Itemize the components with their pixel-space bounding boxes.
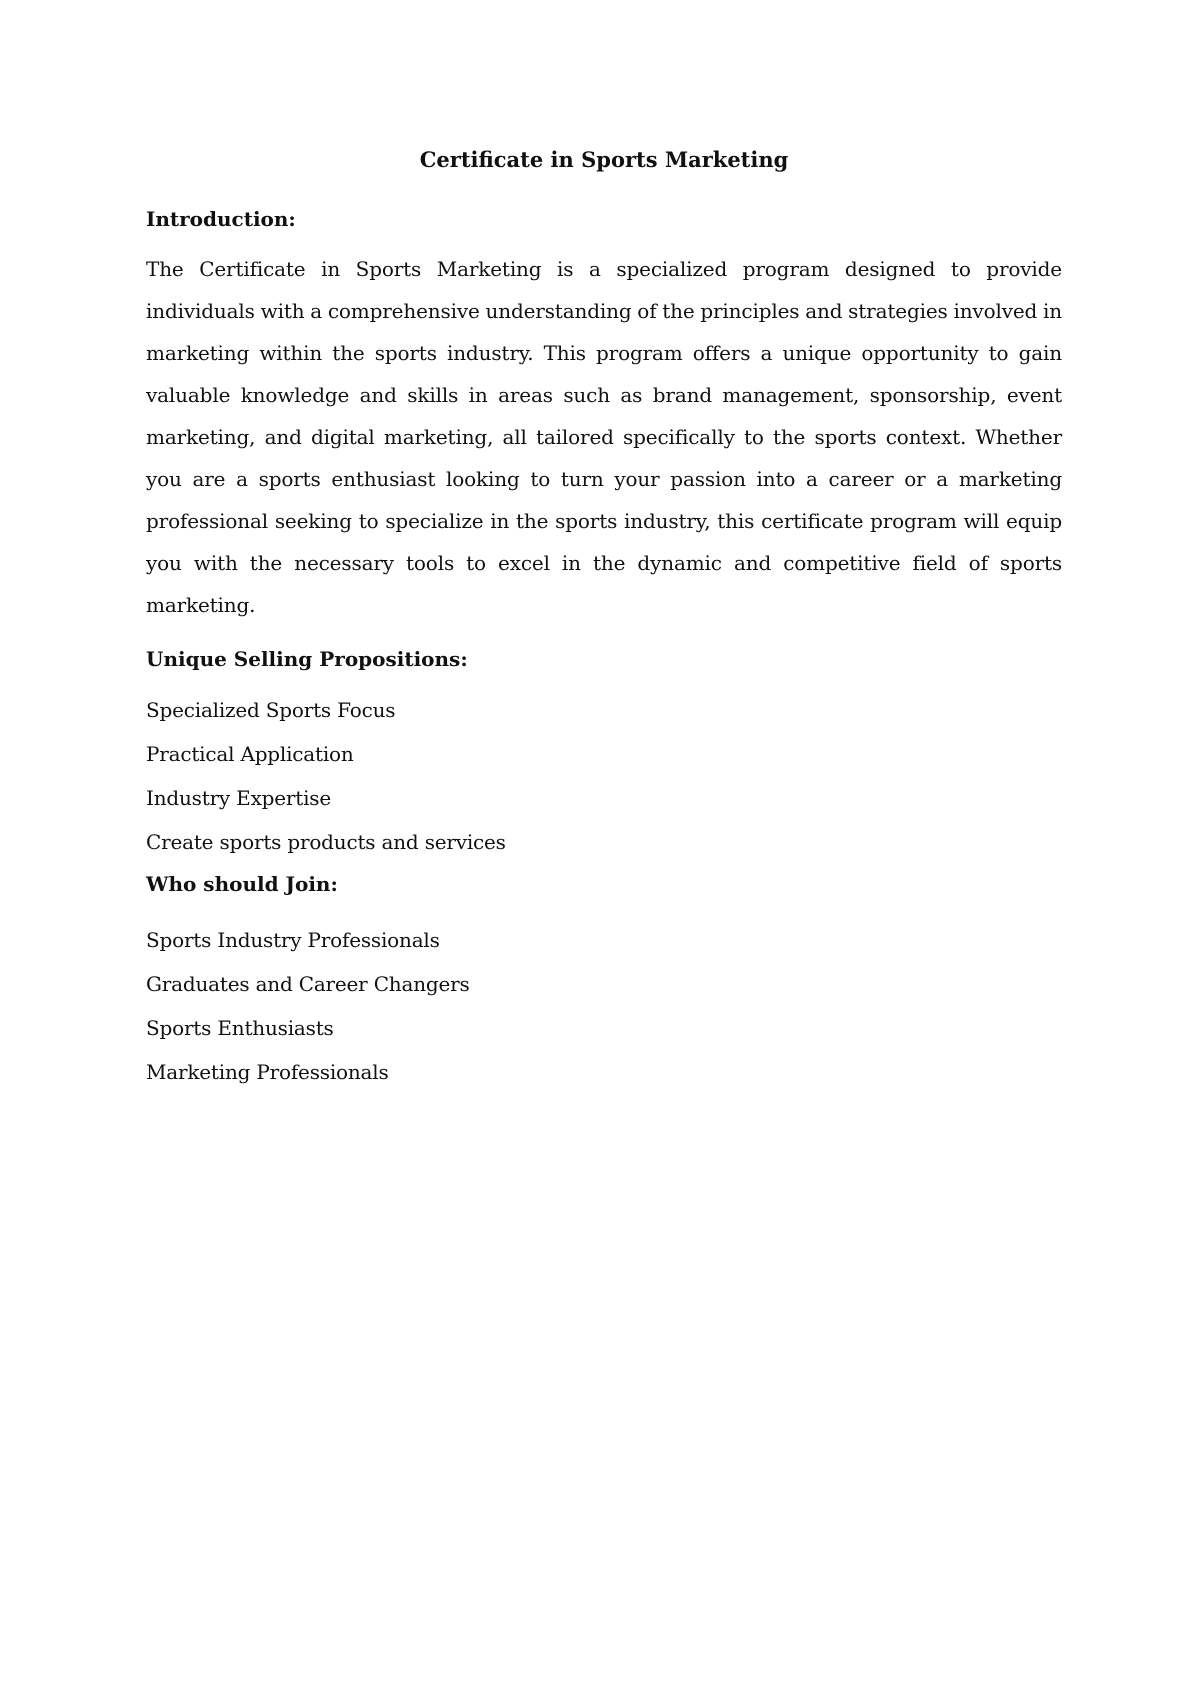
usp-heading: Unique Selling Propositions: bbox=[146, 647, 468, 671]
usp-list bbox=[146, 688, 1062, 864]
audience-item: Marketing Professionals bbox=[146, 1060, 389, 1084]
introduction-paragraph: The Certificate in Sports Marketing is a specialized program designed to provide individuals with a comprehensive understanding of the principles and strategies involved in marketing within the sports industry. This program offers a unique opportunity to gain valuable knowledge and skills in areas such as brand management, sponsorship, event marketing, and digital marketing, all tailored specifically to the sports context. Whether you are a sports enthusiast looking to turn your passion into a career or a marketing professional seeking to specialize in the sports industry, this certificate program will equip you with the necessary tools to excel in the dynamic and competitive field of sports marketing. bbox=[146, 257, 1062, 617]
usp-item: Practical Application bbox=[146, 742, 354, 766]
audience-heading: Who should Join: bbox=[146, 872, 338, 896]
document-title: Certificate in Sports Marketing bbox=[419, 147, 789, 172]
document-content bbox=[146, 130, 1062, 1094]
introduction-heading: Introduction: bbox=[146, 207, 296, 231]
usp-item: Industry Expertise bbox=[146, 786, 331, 810]
audience-list bbox=[146, 918, 1062, 1094]
audience-item: Sports Industry Professionals bbox=[146, 928, 440, 952]
usp-item: Specialized Sports Focus bbox=[146, 698, 396, 722]
usp-item: Create sports products and services bbox=[146, 830, 506, 854]
audience-item: Graduates and Career Changers bbox=[146, 972, 470, 996]
audience-item: Sports Enthusiasts bbox=[146, 1016, 334, 1040]
